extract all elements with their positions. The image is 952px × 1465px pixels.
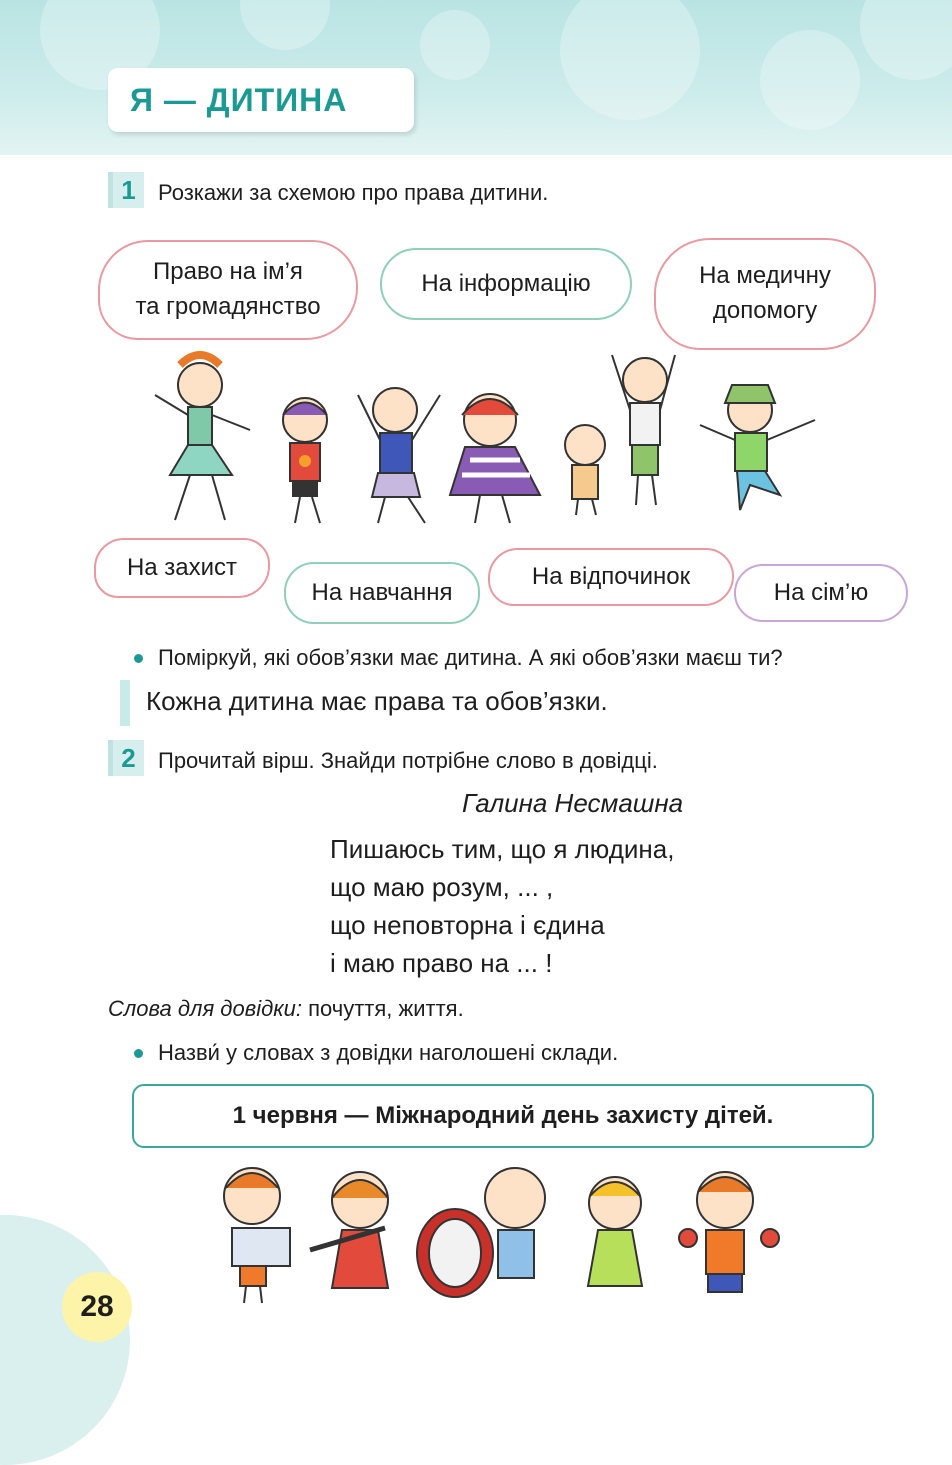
poem-line: що маю розум, ... , [330,872,554,902]
corner-decor [0,1215,130,1465]
cloud-line: допомогу [712,297,818,324]
child-figure [565,425,605,515]
task-2-number: 2 [108,740,144,776]
decor-bubble [240,0,330,50]
cloud-line: На відпочинок [531,562,691,590]
fact-text: 1 червня — Міжнародний день захисту дітей. [232,1102,774,1129]
children-illustration [140,335,840,535]
poem-author: Галина Несмашна [462,788,684,818]
child-figure [700,385,815,510]
poem-line: що неповторна і єдина [330,910,605,940]
child-figure [679,1172,779,1292]
right-name-cloud [98,240,358,340]
hint-line [108,996,464,1022]
right-information-cloud [380,248,632,320]
bullet-dot [134,1049,143,1058]
cloud-line: та громадянство [135,293,321,320]
decor-bubble [560,0,700,120]
cloud-line: На медичну [699,262,831,290]
child-figure [155,355,250,520]
right-family-cloud [734,564,908,622]
right-protection-cloud [94,538,270,598]
child-figure [224,1168,290,1303]
page-number: 28 [62,1272,132,1342]
children-musicians-illustration [210,1158,790,1308]
poem-line: Пишаюсь тим, що я людина, [330,834,675,864]
right-medical-cloud [654,238,876,350]
child-figure [310,1172,388,1288]
cloud-line: На навчання [311,578,453,606]
decor-bubble [860,0,952,80]
bullet-dot [134,654,143,663]
task-2-bullet: Назви́ у словах з довідки наголошені склади. [158,1040,619,1065]
right-education-cloud [284,562,480,624]
child-figure [612,355,675,505]
task-1-number: 1 [108,172,144,208]
child-figure [283,398,327,523]
decor-bubble [420,10,490,80]
child-figure [588,1177,642,1286]
child-figure [358,388,440,523]
fact-box [132,1084,874,1148]
rule-text: Кожна дитина має права та обов’язки. [146,686,608,716]
child-figure [450,394,540,523]
hint-label: Слова для довідки: [108,996,302,1021]
right-rest-cloud [488,548,734,606]
cloud-line: На інформацію [421,269,591,297]
decor-bubble [760,30,860,130]
cloud-line: Право на ім’я [153,258,303,286]
task-1-question: Поміркуй, які обов’язки має дитина. А які обов’язки маєш ти? [158,645,783,670]
cloud-line: На сім’ю [773,578,869,606]
title-box [108,68,414,132]
drum-child [417,1168,545,1297]
rule-marker [120,680,130,726]
task-2-instruction: Прочитай вірш. Знайди потрібне слово в довідці. [158,748,658,773]
page-title: Я — ДИТИНА [130,82,348,118]
hint-words: почуття, життя. [301,996,464,1021]
poem-line: і маю право на ... ! [330,948,553,978]
task-1-instruction: Розкажи за схемою про права дитини. [158,180,549,205]
cloud-line: На захист [126,553,238,581]
